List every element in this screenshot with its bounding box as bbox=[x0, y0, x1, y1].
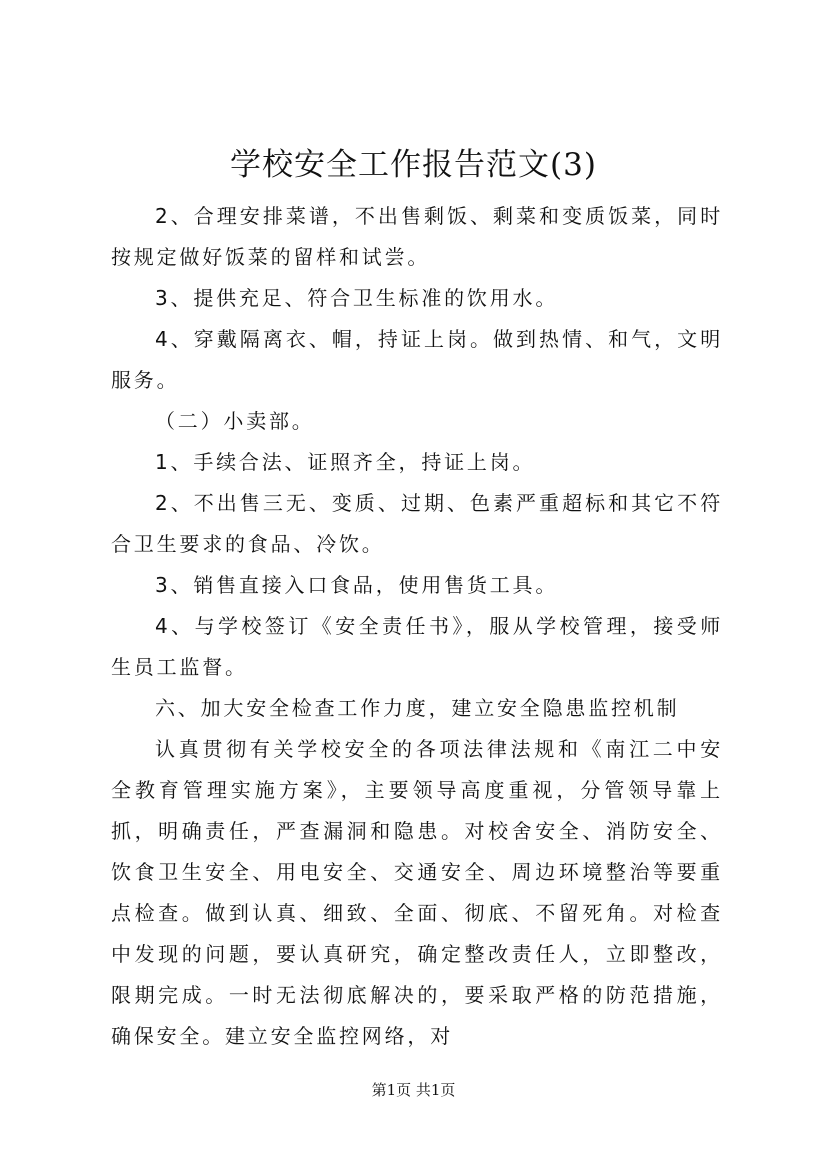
document-title: 学校安全工作报告范文(3) bbox=[230, 147, 597, 183]
section-subheading: （二）小卖部。 bbox=[155, 409, 315, 433]
paragraph: 4、与学校签订《安全责任书》，服从学校管理，接受师生员工监督。 bbox=[111, 614, 723, 679]
document-body bbox=[111, 196, 723, 1057]
paragraph: 1、手续合法、证照齐全，持证上岗。 bbox=[155, 450, 536, 474]
paragraph: 2、合理安排菜谱，不出售剩饭、剩菜和变质饭菜，同时按规定做好饭菜的留样和试尝。 bbox=[111, 204, 723, 269]
paragraph: 2、不出售三无、变质、过期、色素严重超标和其它不符合卫生要求的食品、冷饮。 bbox=[111, 491, 723, 556]
section-heading: 六、加大安全检查工作力度，建立安全隐患监控机制 bbox=[155, 696, 680, 720]
paragraph: 认真贯彻有关学校安全的各项法律法规和《南江二中安全教育管理实施方案》，主要领导高度重视，分管领导靠上抓，明确责任，严查漏洞和隐患。对校舍安全、消防安全、饮食卫生安全、用电安全、交通安全、周边环境整治等要重点检查。做到认真、细致、全面、彻底、不留死角。对检查中发现的问题，要认真研究，确定整改责任人，立即整改，限期完成。一时无法彻底解决的，要采取严格的防范措施，确保安全。建立安全监控网络，对 bbox=[111, 737, 723, 1048]
paragraph: 4、穿戴隔离衣、帽，持证上岗。做到热情、和气，文明服务。 bbox=[111, 327, 723, 392]
page-number-footer: 第1页 共1页 bbox=[371, 1081, 456, 1099]
paragraph: 3、提供充足、符合卫生标准的饮用水。 bbox=[155, 286, 559, 310]
paragraph: 3、销售直接入口食品，使用售货工具。 bbox=[155, 573, 559, 597]
